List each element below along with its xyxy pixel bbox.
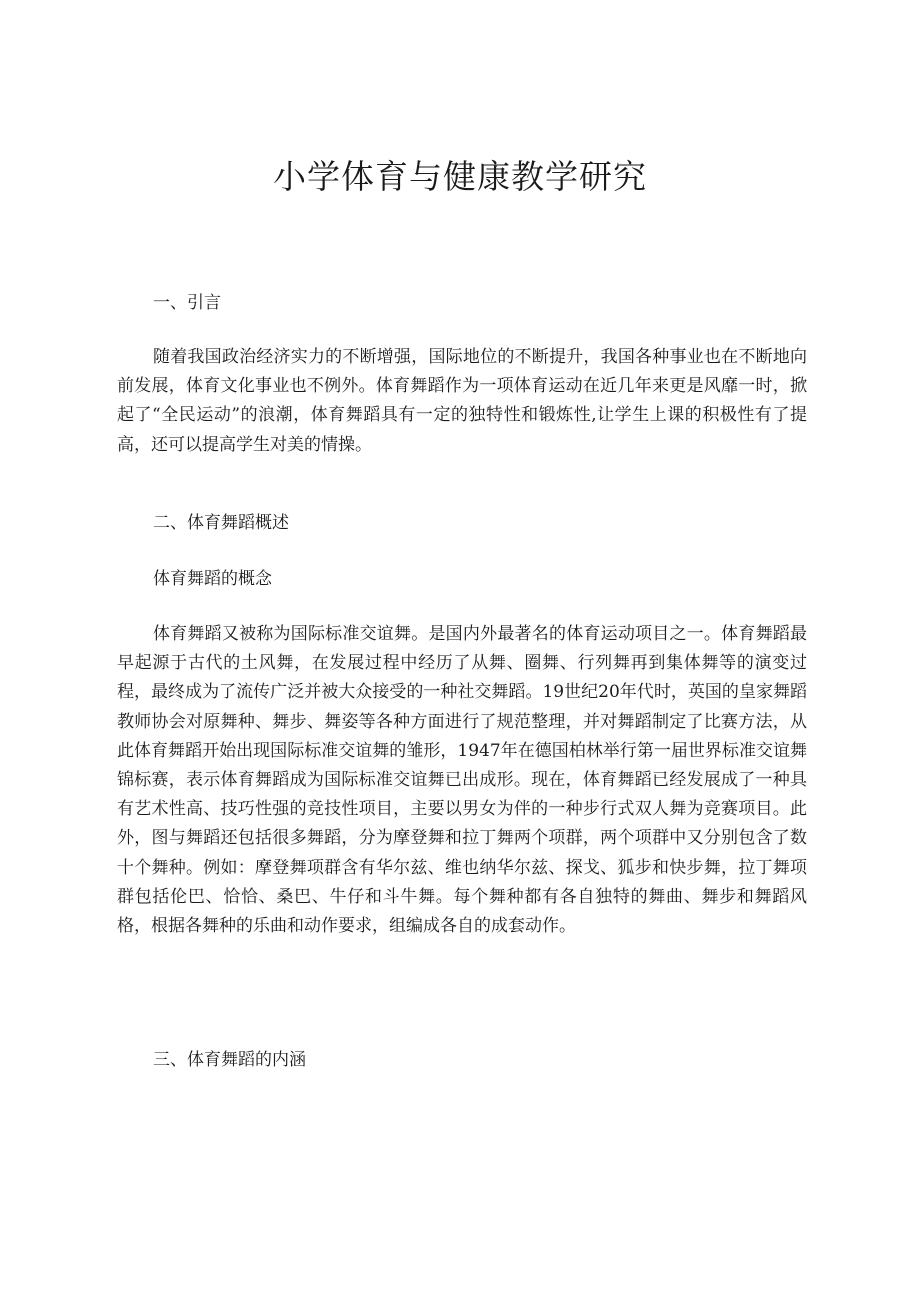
section-heading-intro: 一、引言 (153, 293, 221, 313)
paragraph-concept: 体育舞蹈又被称为国际标准交谊舞。是国内外最著名的体育运动项目之一。体育舞蹈最早起源于古代的土风舞，在发展过程中经历了从舞、圈舞、行列舞再到集体舞等的演变过程，最终成为了流传广泛并被大众接受的一种社交舞蹈。19世纪20年代时，英国的皇家舞蹈教师协会对原舞种、舞步、舞姿等各种方面进行了规范整理，并对舞蹈制定了比赛方法，从此体育舞蹈开始出现国际标准交谊舞的雏形，1947年在德国柏林举行第一届世界标准交谊舞锦标赛，表示体育舞蹈成为国际标准交谊舞已出成形。现在，体育舞蹈已经发展成了一种具有艺术性高、技巧性强的竞技性项目，主要以男女为伴的一种步行式双人舞为竞赛项目。此外，图与舞蹈还包括很多舞蹈，分为摩登舞和拉丁舞两个项群，两个项群中又分别包含了数十个舞种。例如：摩登舞项群含有华尔兹、维也纳华尔兹、探戈、狐步和快步舞，拉丁舞项群包括伦巴、恰恰、桑巴、牛仔和斗牛舞。每个舞种都有各自独特的舞曲、舞步和舞蹈风格，根据各舞种的乐曲和动作要求，组编成各自的成套动作。 (117, 624, 807, 937)
paragraph-intro: 随着我国政治经济实力的不断增强，国际地位的不断提升，我国各种事业也在不断地向前发展，体育文化事业也不例外。体育舞蹈作为一项体育运动在近几年来更是风靡一时，掀起了“全民运动”的浪潮，体育舞蹈具有一定的独特性和锻炼性,让学生上课的积极性有了提高，还可以提高学生对美的情操。 (117, 347, 807, 455)
section-heading-overview: 二、体育舞蹈概述 (153, 513, 289, 533)
document-title: 小学体育与健康教学研究 (273, 157, 647, 196)
section-heading-connotation: 三、体育舞蹈的内涵 (153, 1050, 306, 1070)
subsection-heading-concept: 体育舞蹈的概念 (153, 569, 272, 589)
